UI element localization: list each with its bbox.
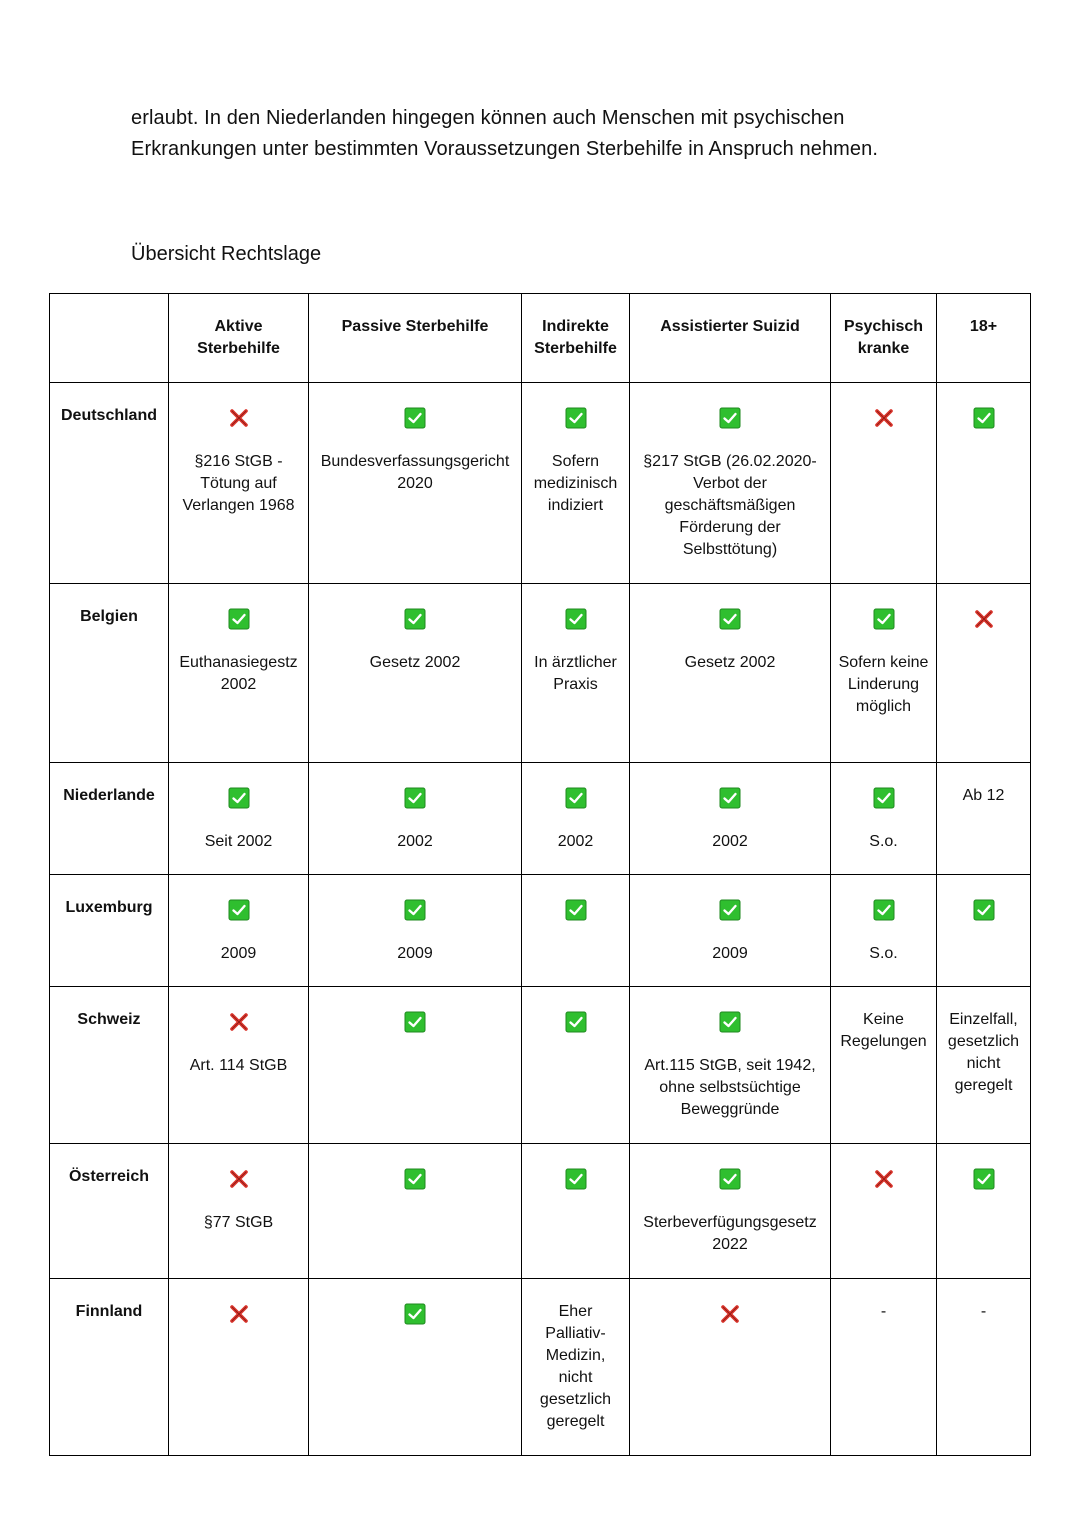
cell-assistierter-suizid	[630, 383, 831, 584]
check-mark-icon	[404, 899, 426, 921]
check-mark-icon	[565, 407, 587, 429]
cell-note: Sofern medizinisch indiziert	[533, 453, 618, 514]
cell-note: Art. 114 StGB	[189, 1057, 288, 1074]
cell-text: Eher Palliativ-Medizin, nicht gesetzlich geregelt	[539, 1303, 612, 1430]
cell-passive-sterbehilfe	[309, 1279, 522, 1456]
cell-18-plus	[937, 383, 1031, 584]
header-cell-empty	[50, 294, 169, 383]
cell-note: S.o.	[869, 945, 898, 962]
check-mark-icon	[973, 407, 995, 429]
cell-indirekte-sterbehilfe	[522, 1279, 630, 1456]
cell-assistierter-suizid	[630, 763, 831, 875]
cell-18-plus	[937, 763, 1031, 875]
table-row	[50, 875, 1031, 987]
table-body	[50, 383, 1031, 1456]
cross-mark-icon	[973, 608, 995, 630]
table-row	[50, 987, 1031, 1144]
cell-psychisch-kranke	[831, 1279, 937, 1456]
check-mark-icon	[719, 787, 741, 809]
cross-mark-icon	[228, 1011, 250, 1033]
cell-note: 2002	[557, 833, 594, 850]
header-passive-sterbehilfe: Passive Sterbehilfe	[309, 294, 522, 383]
check-mark-icon	[404, 608, 426, 630]
country-name: Niederlande	[50, 763, 169, 875]
cell-note: §77 StGB	[203, 1214, 274, 1231]
cell-note: S.o.	[869, 833, 898, 850]
check-mark-icon	[719, 407, 741, 429]
check-mark-icon	[404, 1011, 426, 1033]
cell-note: 2009	[397, 945, 433, 962]
cell-aktive-sterbehilfe	[169, 875, 309, 987]
cell-18-plus	[937, 584, 1031, 763]
section-title: Übersicht Rechtslage	[131, 243, 322, 265]
check-mark-icon	[873, 899, 895, 921]
country-name: Finnland	[50, 1279, 169, 1456]
cell-aktive-sterbehilfe	[169, 1144, 309, 1279]
cell-indirekte-sterbehilfe	[522, 584, 630, 763]
cell-psychisch-kranke	[831, 875, 937, 987]
cell-aktive-sterbehilfe	[169, 763, 309, 875]
cell-assistierter-suizid	[630, 584, 831, 763]
cell-indirekte-sterbehilfe	[522, 875, 630, 987]
cell-passive-sterbehilfe	[309, 875, 522, 987]
cell-aktive-sterbehilfe	[169, 1279, 309, 1456]
table-row	[50, 383, 1031, 584]
cell-psychisch-kranke	[831, 987, 937, 1144]
cross-mark-icon	[719, 1303, 741, 1325]
cell-passive-sterbehilfe	[309, 383, 522, 584]
cell-note: 2009	[220, 945, 257, 962]
header-assistierter-suizid: Assistierter Suizid	[630, 294, 831, 383]
check-mark-icon	[873, 787, 895, 809]
check-mark-icon	[565, 787, 587, 809]
cell-aktive-sterbehilfe	[169, 383, 309, 584]
country-name: Schweiz	[50, 987, 169, 1144]
cell-aktive-sterbehilfe	[169, 584, 309, 763]
cell-passive-sterbehilfe	[309, 1144, 522, 1279]
cross-mark-icon	[228, 407, 250, 429]
cell-note: Sofern keine Linderung möglich	[838, 654, 929, 715]
check-mark-icon	[973, 1168, 995, 1190]
country-name: Belgien	[50, 584, 169, 763]
cell-assistierter-suizid	[630, 875, 831, 987]
cell-psychisch-kranke	[831, 584, 937, 763]
cell-indirekte-sterbehilfe	[522, 383, 630, 584]
cell-assistierter-suizid	[630, 1144, 831, 1279]
check-mark-icon	[719, 608, 741, 630]
cell-indirekte-sterbehilfe	[522, 987, 630, 1144]
cell-note: Gesetz 2002	[369, 654, 461, 671]
cell-text: Keine Regelungen	[840, 1011, 927, 1050]
check-mark-icon	[228, 787, 250, 809]
cell-18-plus	[937, 1279, 1031, 1456]
intro-paragraph	[131, 103, 1011, 165]
cell-note: §216 StGB - Tötung auf Verlangen 1968	[182, 453, 295, 514]
cell-18-plus	[937, 987, 1031, 1144]
cell-note: 2009	[712, 945, 748, 962]
cell-aktive-sterbehilfe	[169, 987, 309, 1144]
cell-note: 2002	[712, 833, 748, 850]
cell-assistierter-suizid	[630, 987, 831, 1144]
cell-psychisch-kranke	[831, 1144, 937, 1279]
header-aktive-sterbehilfe: Aktive Sterbehilfe	[169, 294, 309, 383]
legal-overview-table	[49, 293, 1031, 1456]
header-18-plus: 18+	[937, 294, 1031, 383]
cross-mark-icon	[228, 1303, 250, 1325]
cell-indirekte-sterbehilfe	[522, 763, 630, 875]
cell-note: Art.115 StGB, seit 1942, ohne selbstsüchtige Beweggründe	[644, 1057, 816, 1118]
cell-note: Seit 2002	[204, 833, 273, 850]
country-name: Luxemburg	[50, 875, 169, 987]
cross-mark-icon	[228, 1168, 250, 1190]
header-indirekte-sterbehilfe: Indirekte Sterbehilfe	[522, 294, 630, 383]
intro-line-2: Erkrankungen unter bestimmten Voraussetzungen Sterbehilfe in Anspruch nehmen.	[131, 138, 879, 160]
cell-passive-sterbehilfe	[309, 987, 522, 1144]
cell-text: -	[980, 1303, 987, 1320]
table-header-row	[50, 294, 1031, 383]
check-mark-icon	[973, 899, 995, 921]
cell-text: -	[880, 1303, 887, 1320]
cell-18-plus	[937, 1144, 1031, 1279]
cell-passive-sterbehilfe	[309, 584, 522, 763]
table-row	[50, 584, 1031, 763]
country-name: Österreich	[50, 1144, 169, 1279]
check-mark-icon	[228, 608, 250, 630]
check-mark-icon	[565, 1168, 587, 1190]
check-mark-icon	[404, 1303, 426, 1325]
table-row	[50, 1279, 1031, 1456]
check-mark-icon	[565, 899, 587, 921]
cell-note: Bundesverfassungsgericht 2020	[320, 453, 510, 492]
cell-note: §217 StGB (26.02.2020- Verbot der geschäftsmäßigen Förderung der Selbsttötung)	[643, 453, 817, 558]
cell-psychisch-kranke	[831, 383, 937, 584]
header-psychisch-kranke: Psychisch kranke	[831, 294, 937, 383]
cell-note: In ärztlicher Praxis	[534, 654, 617, 693]
check-mark-icon	[565, 608, 587, 630]
cell-text: Einzelfall, gesetzlich nicht geregelt	[947, 1011, 1020, 1094]
cell-18-plus	[937, 875, 1031, 987]
cell-text: Ab 12	[962, 787, 1005, 804]
cell-note: Euthanasiegestz 2002	[179, 654, 298, 693]
cell-assistierter-suizid	[630, 1279, 831, 1456]
check-mark-icon	[404, 787, 426, 809]
cell-indirekte-sterbehilfe	[522, 1144, 630, 1279]
cell-note: Sterbeverfügungsgesetz 2022	[643, 1214, 817, 1253]
table-row	[50, 1144, 1031, 1279]
cell-passive-sterbehilfe	[309, 763, 522, 875]
check-mark-icon	[404, 407, 426, 429]
cross-mark-icon	[873, 1168, 895, 1190]
intro-line-1: erlaubt. In den Niederlanden hingegen können auch Menschen mit psychischen	[131, 107, 845, 129]
check-mark-icon	[873, 608, 895, 630]
cross-mark-icon	[873, 407, 895, 429]
check-mark-icon	[719, 1168, 741, 1190]
cell-note: 2002	[397, 833, 433, 850]
check-mark-icon	[719, 1011, 741, 1033]
table-row	[50, 763, 1031, 875]
country-name: Deutschland	[50, 383, 169, 584]
check-mark-icon	[404, 1168, 426, 1190]
check-mark-icon	[565, 1011, 587, 1033]
check-mark-icon	[228, 899, 250, 921]
cell-psychisch-kranke	[831, 763, 937, 875]
check-mark-icon	[719, 899, 741, 921]
cell-note: Gesetz 2002	[684, 654, 776, 671]
